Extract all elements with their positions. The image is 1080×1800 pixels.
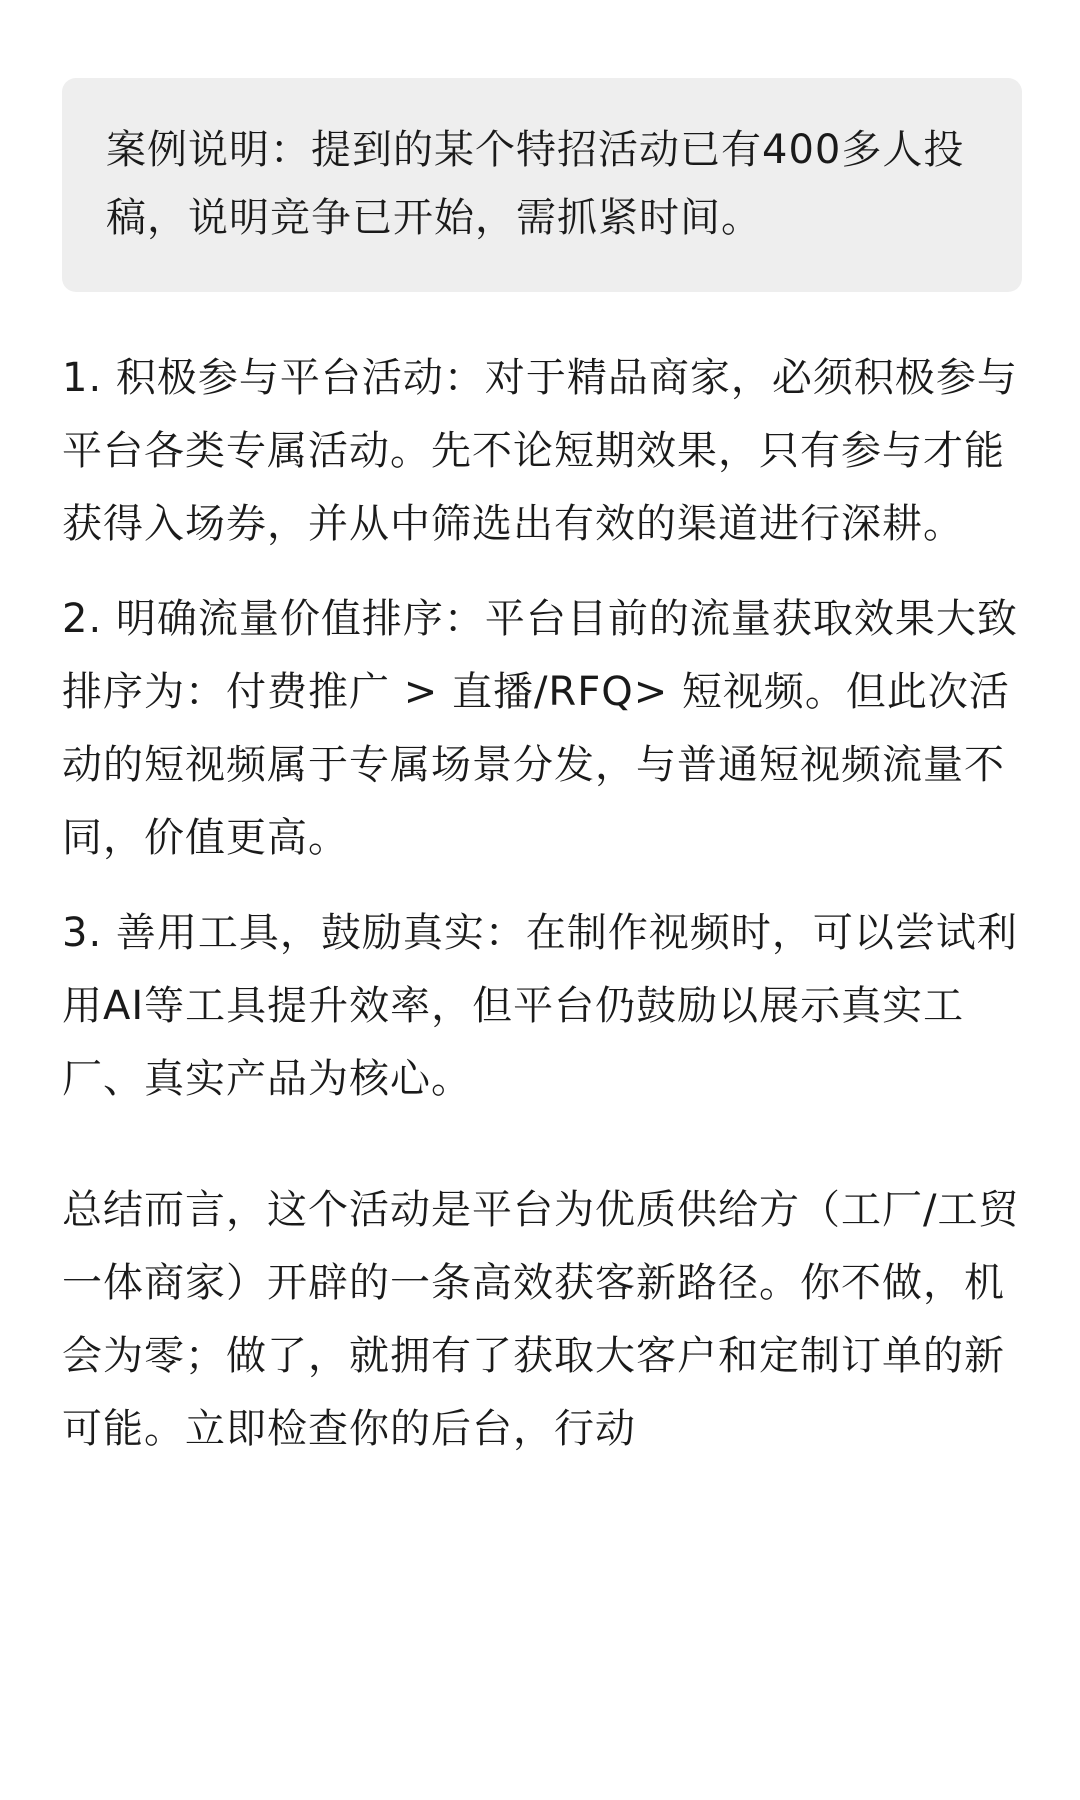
case-note-text: 案例说明：提到的某个特招活动已有400多人投稿，说明竞争已开始，需抓紧时间。 <box>106 127 965 241</box>
point-2: 2. 明确流量价值排序：平台目前的流量获取效果大致排序为：付费推广 > 直播/RFQ> 短视频。但此次活动的短视频属于专属场景分发，与普通短视频流量不同，价值更高。 <box>62 596 1018 861</box>
point-3: 3. 善用工具，鼓励真实：在制作视频时，可以尝试利用AI等工具提升效率，但平台仍鼓励以展示真实工厂、真实产品为核心。 <box>62 910 1018 1102</box>
case-note-box <box>62 78 1022 292</box>
summary-paragraph: 总结而言，这个活动是平台为优质供给方（工厂/工贸一体商家）开辟的一条高效获客新路径。你不做，机会为零；做了，就拥有了获取大客户和定制订单的新可能。立即检查你的后台，行动 <box>62 1187 1020 1452</box>
key-points-list <box>62 342 1022 1116</box>
point-1: 1. 积极参与平台活动：对于精品商家，必须积极参与平台各类专属活动。先不论短期效果，只有参与才能获得入场券，并从中筛选出有效的渠道进行深耕。 <box>62 355 1018 547</box>
